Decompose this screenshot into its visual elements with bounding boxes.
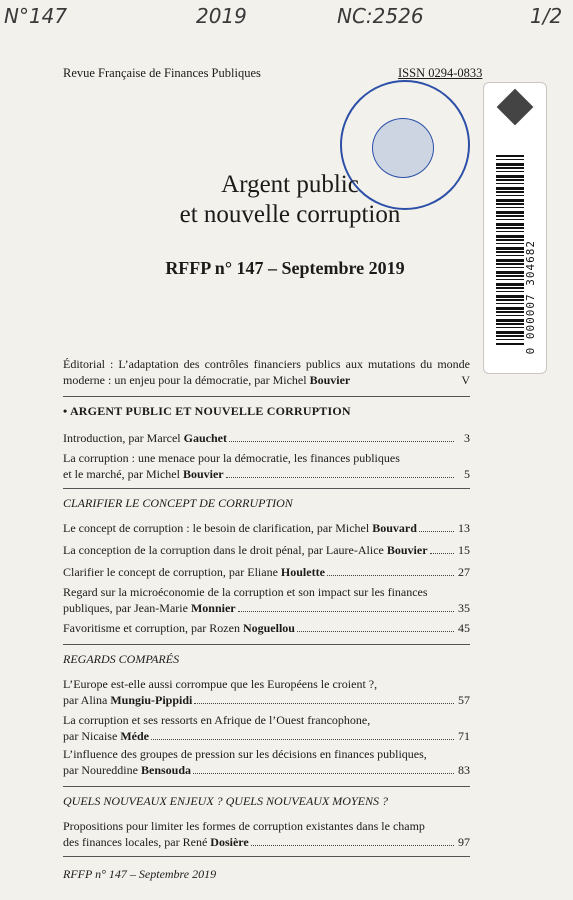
- handwritten-fraction: 1/2: [530, 4, 563, 28]
- divider: [63, 786, 470, 787]
- page-number: 71: [458, 729, 470, 743]
- divider: [63, 488, 470, 489]
- handwritten-nc-number: NC:2526: [337, 4, 424, 28]
- page-number: 57: [458, 693, 470, 707]
- toc-entry[interactable]: L’Europe est-elle aussi corrompue que les Européens le croient ?, par Alina Mungiu-Pippidi 57: [63, 677, 470, 707]
- handwritten-issue-number: N°147: [4, 4, 68, 28]
- page-number: 83: [458, 763, 470, 777]
- title-line-1: Argent public: [221, 171, 359, 198]
- issue-label: RFFP n° 147 – Septembre 2019: [165, 258, 405, 278]
- handwritten-year: 2019: [196, 4, 247, 28]
- divider: [63, 856, 470, 857]
- subsection-heading: REGARDS COMPARÉS: [63, 652, 180, 666]
- page-number: 3: [464, 431, 470, 445]
- editorial-text: Éditorial : L’adaptation des contrôles financiers publics aux mutations du monde moderne : un enjeu pour la démocratie, par Michel: [63, 357, 470, 387]
- toc-entry[interactable]: La corruption et ses ressorts en Afrique de l’Ouest francophone, par Nicaise Méde 71: [63, 713, 470, 743]
- barcode: [496, 155, 524, 345]
- divider: [63, 644, 470, 645]
- subsection-heading: QUELS NOUVEAUX ENJEUX ? QUELS NOUVEAUX MOYENS ?: [63, 794, 388, 808]
- journal-name: Revue Française de Finances Publiques: [63, 66, 261, 80]
- barcode-number: 0 000007 304682: [524, 240, 537, 355]
- page-number: 45: [458, 621, 470, 635]
- toc-entry[interactable]: L’influence des groupes de pression sur les décisions en finances publiques, par Noureddine Bensouda 83: [63, 747, 470, 777]
- page-number: 97: [458, 835, 470, 849]
- issn: ISSN 0294-0833: [398, 66, 483, 80]
- footer-issue: RFFP n° 147 – Septembre 2019: [63, 867, 217, 881]
- page-number: 27: [458, 565, 470, 579]
- subsection-heading: CLARIFIER LE CONCEPT DE CORRUPTION: [63, 496, 293, 510]
- title-line-2: et nouvelle corruption: [179, 201, 401, 228]
- toc-entry[interactable]: Favoritisme et corruption, par Rozen Noguellou 45: [63, 621, 470, 635]
- toc-entry[interactable]: Clarifier le concept de corruption, par Eliane Houlette 27: [63, 565, 470, 579]
- editorial-author: Bouvier: [309, 373, 351, 387]
- section-heading-main: • ARGENT PUBLIC ET NOUVELLE CORRUPTION: [63, 404, 351, 418]
- page-number: 5: [464, 467, 470, 481]
- page-number: 15: [458, 543, 470, 557]
- toc-entry[interactable]: Le concept de corruption : le besoin de clarification, par Michel Bouvard 13: [63, 521, 470, 535]
- divider: [63, 396, 470, 397]
- toc-editorial[interactable]: [63, 356, 470, 388]
- toc-entry[interactable]: Introduction, par Marcel Gauchet 3: [63, 431, 470, 445]
- toc-entry[interactable]: Regard sur la microéconomie de la corruption et son impact sur les finances publiques, par Jean-Marie Monnier 35: [63, 585, 470, 615]
- toc-entry[interactable]: Propositions pour limiter les formes de corruption existantes dans le champ des finances locales, par René Dosière 97: [63, 819, 470, 849]
- page-number: 13: [458, 521, 470, 535]
- editorial-page: V: [461, 373, 470, 387]
- toc-entry[interactable]: La conception de la corruption dans le droit pénal, par Laure-Alice Bouvier 15: [63, 543, 470, 557]
- page-number: 35: [458, 601, 470, 615]
- toc-entry[interactable]: La corruption : une menace pour la démocratie, les finances publiques et le marché, par Michel Bouvier 5: [63, 451, 470, 481]
- stamp-emblem-icon: [372, 118, 434, 178]
